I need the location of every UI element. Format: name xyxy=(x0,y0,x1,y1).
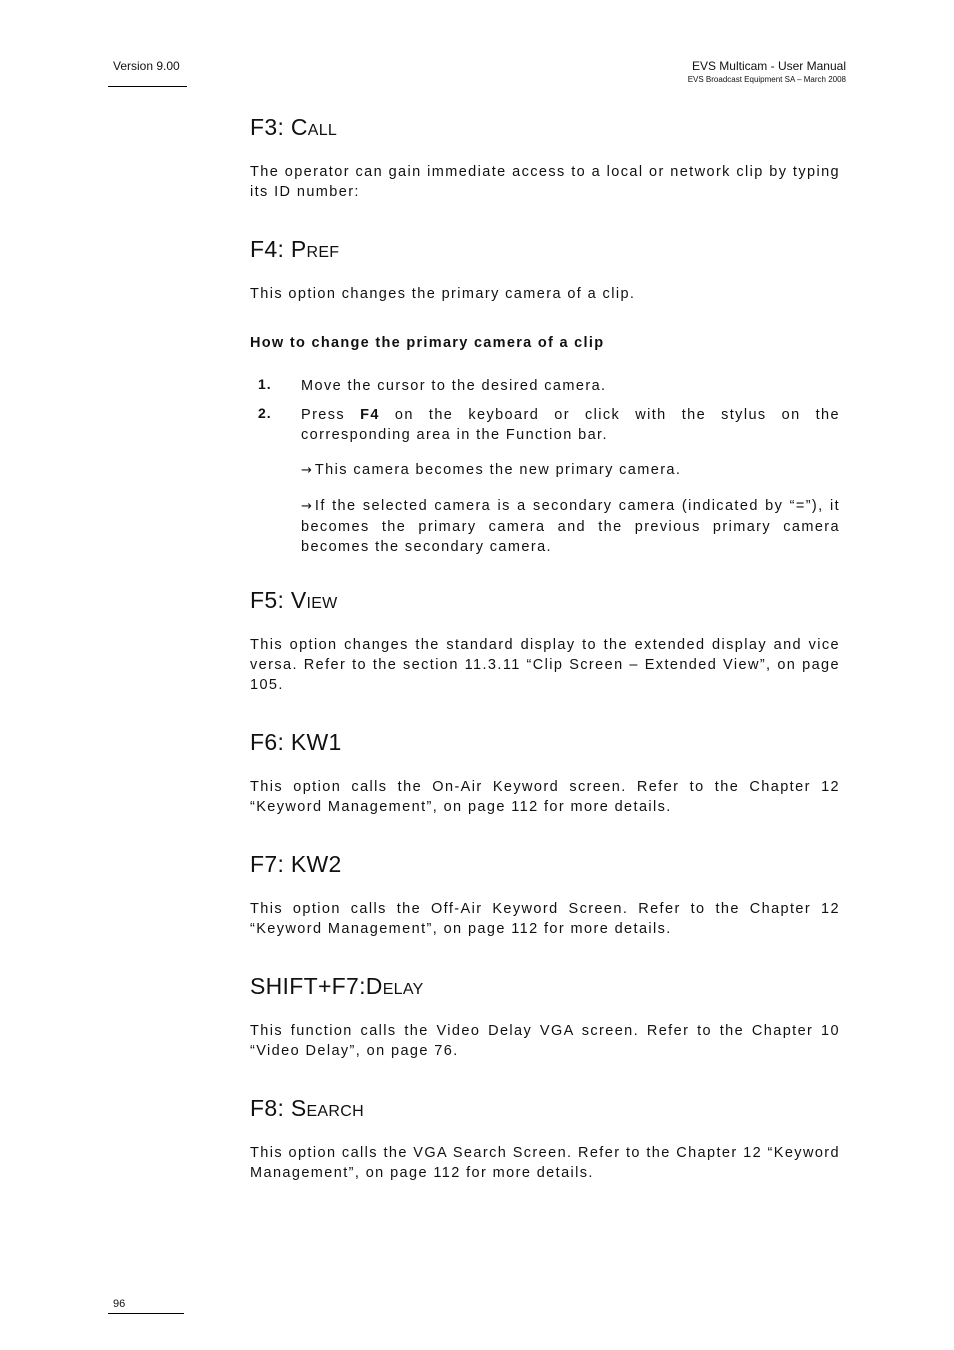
section-body-f5: This option changes the standard display to the extended display and vice versa. Refer to the section 11.3.11 “Clip Screen – Extended View”, on page 105. xyxy=(250,637,840,693)
section-shift-f7 xyxy=(250,973,840,1061)
section-heading-f8: F8: Search xyxy=(250,1095,364,1121)
header-right xyxy=(688,59,846,84)
section-heading-shift-f7: SHIFT+F7:Delay xyxy=(250,973,424,999)
section-f3 xyxy=(250,114,840,202)
step-number-2: 2. xyxy=(258,405,272,421)
arrow-right-icon: → xyxy=(301,463,312,478)
section-f7 xyxy=(250,851,840,939)
result-2 xyxy=(301,496,840,557)
section-f5 xyxy=(250,587,840,695)
result-1-text: This camera becomes the new primary camera. xyxy=(314,462,682,478)
step-item-2 xyxy=(250,405,840,445)
section-body-f4: This option changes the primary camera of a clip. xyxy=(250,286,636,302)
section-body-f8: This option calls the VGA Search Screen. Refer to the Chapter 12 “Keyword Management”, on page 112 for more details. xyxy=(250,1145,840,1181)
section-heading-f7: F7: KW2 xyxy=(250,851,342,877)
section-body-f3: The operator can gain immediate access to a local or network clip by typing its ID number: xyxy=(250,164,840,200)
header-title: EVS Multicam - User Manual xyxy=(691,59,846,73)
page-content xyxy=(250,114,840,1217)
section-heading-f4: F4: Pref xyxy=(250,236,340,262)
arrow-right-icon: → xyxy=(301,499,312,514)
step-number-1: 1. xyxy=(258,376,272,392)
step-text-2 xyxy=(301,405,840,445)
header-version: Version 9.00 xyxy=(113,59,180,73)
step-item-1 xyxy=(250,376,840,396)
header-subtitle: EVS Broadcast Equipment SA – March 2008 xyxy=(687,75,846,84)
section-f6 xyxy=(250,729,840,817)
section-heading-f3: F3: Call xyxy=(250,114,338,140)
step-text-1: Move the cursor to the desired camera. xyxy=(301,378,607,394)
step2-key: F4 xyxy=(360,407,380,423)
section-body-shift-f7: This function calls the Video Delay VGA screen. Refer to the Chapter 10 “Video Delay”, on page 76. xyxy=(250,1023,840,1059)
steps-list xyxy=(250,376,840,445)
section-f4 xyxy=(250,236,840,557)
page-number: 96 xyxy=(113,1298,126,1310)
section-f8 xyxy=(250,1095,840,1183)
section-body-f7: This option calls the Off-Air Keyword Screen. Refer to the Chapter 12 “Keyword Management”, on page 112 for more details. xyxy=(250,901,840,937)
section-heading-f6: F6: KW1 xyxy=(250,729,342,755)
section-heading-f5: F5: View xyxy=(250,587,338,613)
step2-text-after: on the keyboard or click with the stylus on the corresponding area in the Function bar. xyxy=(301,407,840,443)
result-2-text: If the selected camera is a secondary camera (indicated by “=”), it becomes the primary camera and the previous primary camera becomes the secondary camera. xyxy=(301,498,840,555)
header-left-rule xyxy=(108,86,187,87)
result-1 xyxy=(301,460,840,481)
footer-rule xyxy=(108,1313,184,1314)
section-body-f6: This option calls the On-Air Keyword screen. Refer to the Chapter 12 “Keyword Management”, on page 112 for more details. xyxy=(250,779,840,815)
step2-text-before: Press xyxy=(301,407,361,423)
howto-title: How to change the primary camera of a clip xyxy=(250,335,605,351)
